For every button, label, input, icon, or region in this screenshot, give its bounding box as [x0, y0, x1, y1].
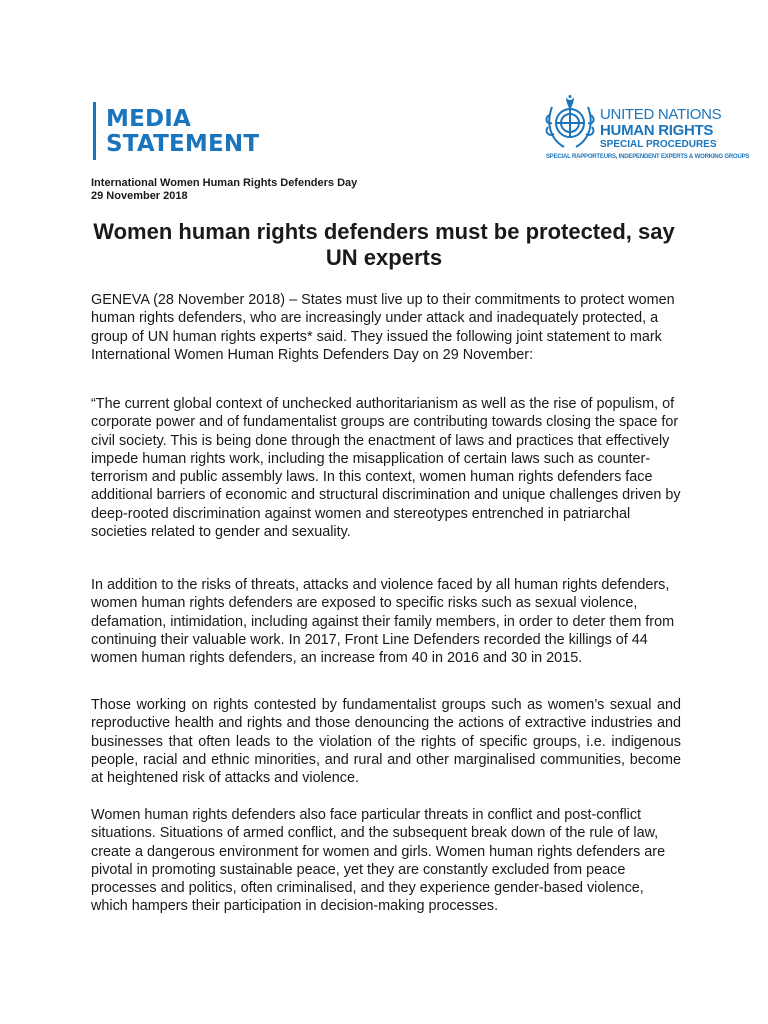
un-human-rights: HUMAN RIGHTS — [600, 122, 714, 139]
body-paragraph: GENEVA (28 November 2018) – States must live up to their commitments to protect women human rights defenders, who are increasingly under attack and inadequately protected, a group of UN human rights experts* said. They issued the following joint statement to mark International Women Human Rights Defenders Day on 29 November: — [91, 292, 675, 363]
un-title: UNITED NATIONS — [600, 106, 722, 123]
event-date: 29 November 2018 — [91, 190, 188, 202]
body-paragraph: Those working on rights contested by fundamentalist groups such as women’s sexual and reproductive health and rights and those denouncing the actions of extractive industries and businesses that often leads to the violation of the rights of specific groups, i.e. indigenous people, racial and ethnic minorities, and rural and other marginalised communities, become at heightened risk of attacks and violence. — [91, 697, 681, 787]
un-special-procedures: SPECIAL PROCEDURES — [600, 139, 717, 150]
un-subtitle: SPECIAL RAPPORTEURS, INDEPENDENT EXPERTS & WORKING GROUPS — [546, 154, 750, 160]
statement-label: STATEMENT — [106, 131, 260, 157]
body-paragraph: “The current global context of unchecked authoritarianism as well as the rise of populism, of corporate power and of fundamentalist groups are contributing towards closing the space for civil society. This is being done through the enactment of laws and practices that effectively impede human rights work, including the misapplication of certain laws such as counter-terrorism and public assembly laws. In this context, women human rights defenders face additional barriers of economic and structural discrimination and unique challenges driven by deep-rooted discrimination against women and stereotypes entrenched in patriarchal societies related to gender and sexuality. — [91, 396, 681, 541]
event-name: International Women Human Rights Defenders Day — [91, 177, 358, 189]
media-label: MEDIA — [106, 106, 192, 132]
body-paragraph: In addition to the risks of threats, attacks and violence faced by all human rights defenders, women human rights defenders are exposed to specific risks such as sexual violence, defamation, intimidation, including against their family members, in order to deter them from continuing their valuable work. In 2017, Front Line Defenders recorded the killings of 44 women human rights defenders, an increase from 40 in 2016 and 30 in 2015. — [91, 577, 675, 667]
un-emblem-icon — [544, 95, 596, 153]
body-paragraph: Women human rights defenders also face particular threats in conflict and post-conflict situations. Situations of armed conflict, and the subsequent break down of the rule of law, create a dangerous environment for women and girls. Women human rights defenders are pivotal in promoting sustainable peace, yet they are constantly excluded from peace processes and politics, often criminalised, and they experience gender-based violence, which hampers their participation in decision-making processes. — [91, 807, 666, 915]
page-title: Women human rights defenders must be protected, say UN experts — [93, 219, 675, 270]
media-statement-bar — [93, 102, 96, 160]
